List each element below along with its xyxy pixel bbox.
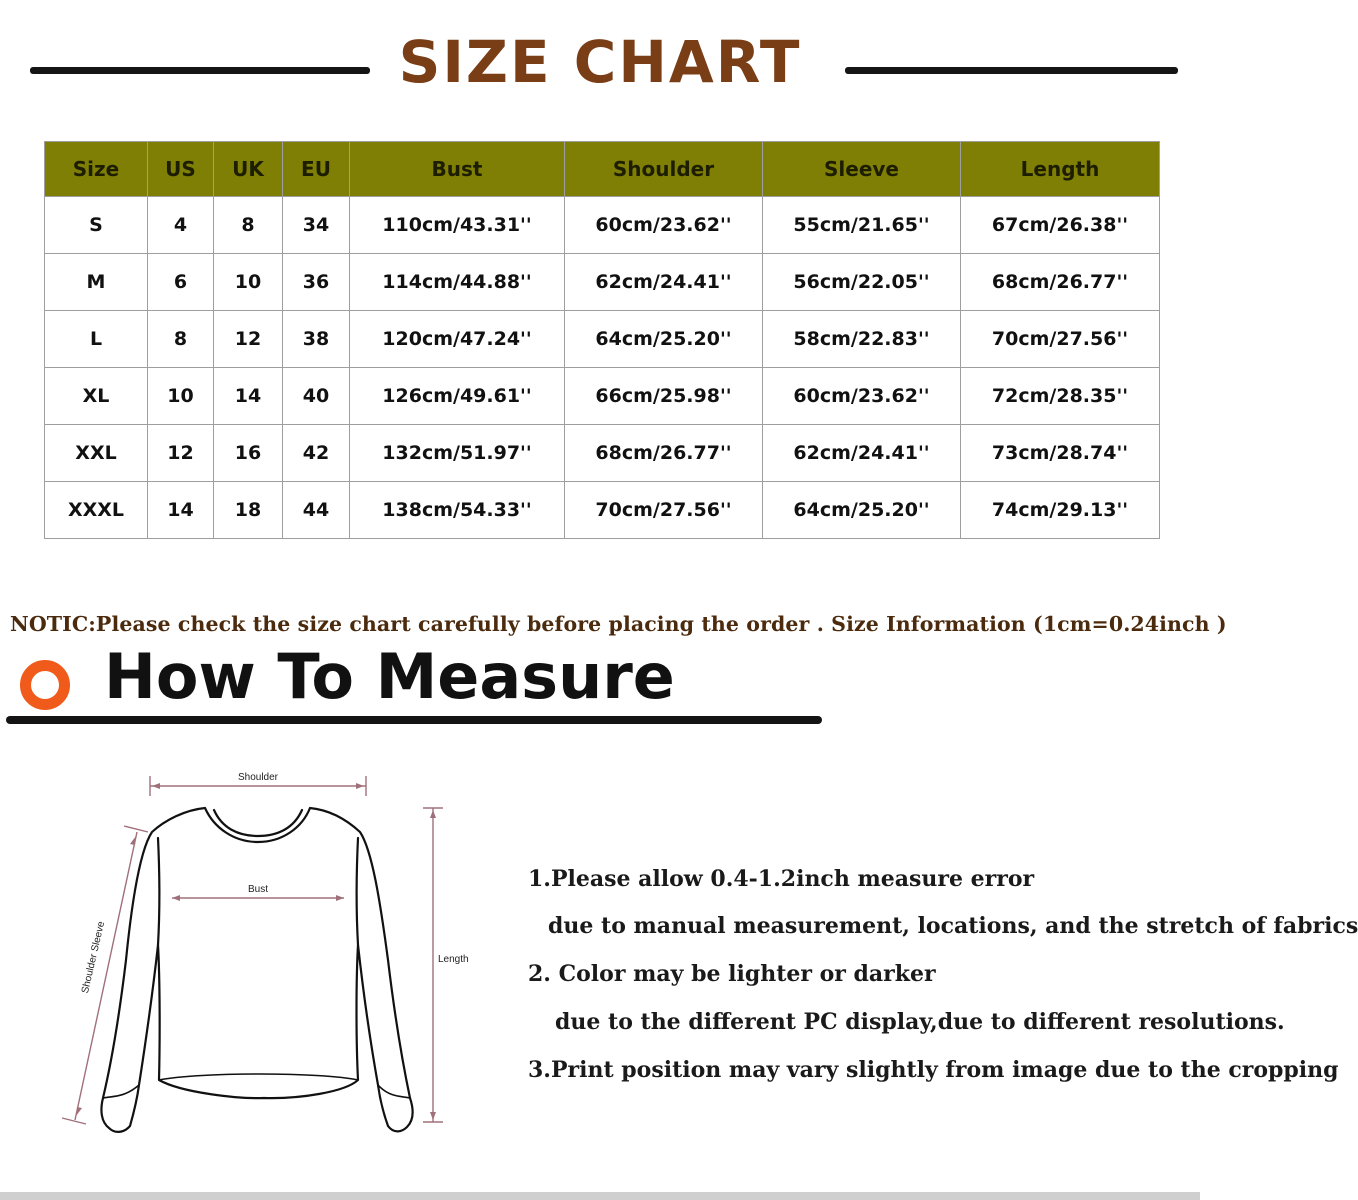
cell-uk: 8 xyxy=(214,197,283,254)
cell-bust: 132cm/51.97'' xyxy=(350,425,565,482)
table-row xyxy=(45,254,1160,311)
table-row xyxy=(45,311,1160,368)
cell-bust: 138cm/54.33'' xyxy=(350,482,565,539)
cell-shoulder: 60cm/23.62'' xyxy=(565,197,763,254)
cell-uk: 12 xyxy=(214,311,283,368)
cell-bust: 114cm/44.88'' xyxy=(350,254,565,311)
table-row xyxy=(45,482,1160,539)
page-title: SIZE CHART xyxy=(398,28,802,96)
cell-eu: 36 xyxy=(283,254,350,311)
header-eu: EU xyxy=(283,142,350,197)
cell-us: 14 xyxy=(148,482,214,539)
size-table xyxy=(44,141,1160,539)
cell-length: 70cm/27.56'' xyxy=(961,311,1160,368)
cell-size: XL xyxy=(45,368,148,425)
cell-uk: 16 xyxy=(214,425,283,482)
cell-uk: 14 xyxy=(214,368,283,425)
cell-eu: 42 xyxy=(283,425,350,482)
cell-sleeve: 58cm/22.83'' xyxy=(763,311,961,368)
header-rule-right xyxy=(845,67,1178,74)
header-us: US xyxy=(148,142,214,197)
cell-bust: 110cm/43.31'' xyxy=(350,197,565,254)
note-line-5: 3.Print position may vary slightly from image due to the cropping xyxy=(528,1057,1339,1083)
table-row xyxy=(45,197,1160,254)
cell-eu: 38 xyxy=(283,311,350,368)
sleeve-measure-line xyxy=(62,826,148,1124)
header-uk: UK xyxy=(214,142,283,197)
cell-size: L xyxy=(45,311,148,368)
cell-us: 6 xyxy=(148,254,214,311)
sweater-icon xyxy=(101,808,412,1132)
size-notice: NOTIC:Please check the size chart carefully before placing the order . Size Information (1cm=0.24inch ) xyxy=(10,612,1227,636)
note-line-4: due to the different PC display,due to different resolutions. xyxy=(555,1009,1285,1035)
cell-sleeve: 60cm/23.62'' xyxy=(763,368,961,425)
cell-length: 67cm/26.38'' xyxy=(961,197,1160,254)
cell-sleeve: 64cm/25.20'' xyxy=(763,482,961,539)
note-line-3: 2. Color may be lighter or darker xyxy=(528,961,936,987)
cell-sleeve: 56cm/22.05'' xyxy=(763,254,961,311)
bottom-edge-bar xyxy=(0,1192,1200,1200)
cell-length: 72cm/28.35'' xyxy=(961,368,1160,425)
cell-eu: 34 xyxy=(283,197,350,254)
header-sleeve: Sleeve xyxy=(763,142,961,197)
section-rule xyxy=(6,716,822,724)
table-row xyxy=(45,368,1160,425)
ring-icon xyxy=(20,660,70,710)
cell-shoulder: 70cm/27.56'' xyxy=(565,482,763,539)
cell-eu: 44 xyxy=(283,482,350,539)
cell-us: 10 xyxy=(148,368,214,425)
header-bust: Bust xyxy=(350,142,565,197)
note-line-1: 1.Please allow 0.4-1.2inch measure error xyxy=(528,866,1035,892)
cell-sleeve: 62cm/24.41'' xyxy=(763,425,961,482)
cell-us: 12 xyxy=(148,425,214,482)
cell-shoulder: 64cm/25.20'' xyxy=(565,311,763,368)
table-header-row xyxy=(45,142,1160,197)
cell-shoulder: 68cm/26.77'' xyxy=(565,425,763,482)
header-length: Length xyxy=(961,142,1160,197)
cell-shoulder: 66cm/25.98'' xyxy=(565,368,763,425)
header-size: Size xyxy=(45,142,148,197)
shoulder-label: Shoulder xyxy=(237,772,279,783)
cell-size: S xyxy=(45,197,148,254)
cell-length: 68cm/26.77'' xyxy=(961,254,1160,311)
cell-eu: 40 xyxy=(283,368,350,425)
how-to-measure-title: How To Measure xyxy=(104,640,675,713)
bust-label: Bust xyxy=(247,884,269,895)
note-line-2: due to manual measurement, locations, and the stretch of fabrics xyxy=(548,913,1358,939)
cell-bust: 126cm/49.61'' xyxy=(350,368,565,425)
cell-bust: 120cm/47.24'' xyxy=(350,311,565,368)
cell-shoulder: 62cm/24.41'' xyxy=(565,254,763,311)
bust-measure-line xyxy=(172,895,344,901)
cell-size: XXXL xyxy=(45,482,148,539)
sleeve-label: Shoulder Sleeve xyxy=(79,920,108,995)
length-measure-line xyxy=(423,808,443,1122)
cell-length: 74cm/29.13'' xyxy=(961,482,1160,539)
table-row xyxy=(45,425,1160,482)
cell-length: 73cm/28.74'' xyxy=(961,425,1160,482)
cell-us: 4 xyxy=(148,197,214,254)
cell-size: M xyxy=(45,254,148,311)
cell-uk: 18 xyxy=(214,482,283,539)
cell-us: 8 xyxy=(148,311,214,368)
header-shoulder: Shoulder xyxy=(565,142,763,197)
measurement-diagram xyxy=(60,765,480,1145)
cell-uk: 10 xyxy=(214,254,283,311)
length-label: Length xyxy=(438,954,469,965)
cell-size: XXL xyxy=(45,425,148,482)
cell-sleeve: 55cm/21.65'' xyxy=(763,197,961,254)
